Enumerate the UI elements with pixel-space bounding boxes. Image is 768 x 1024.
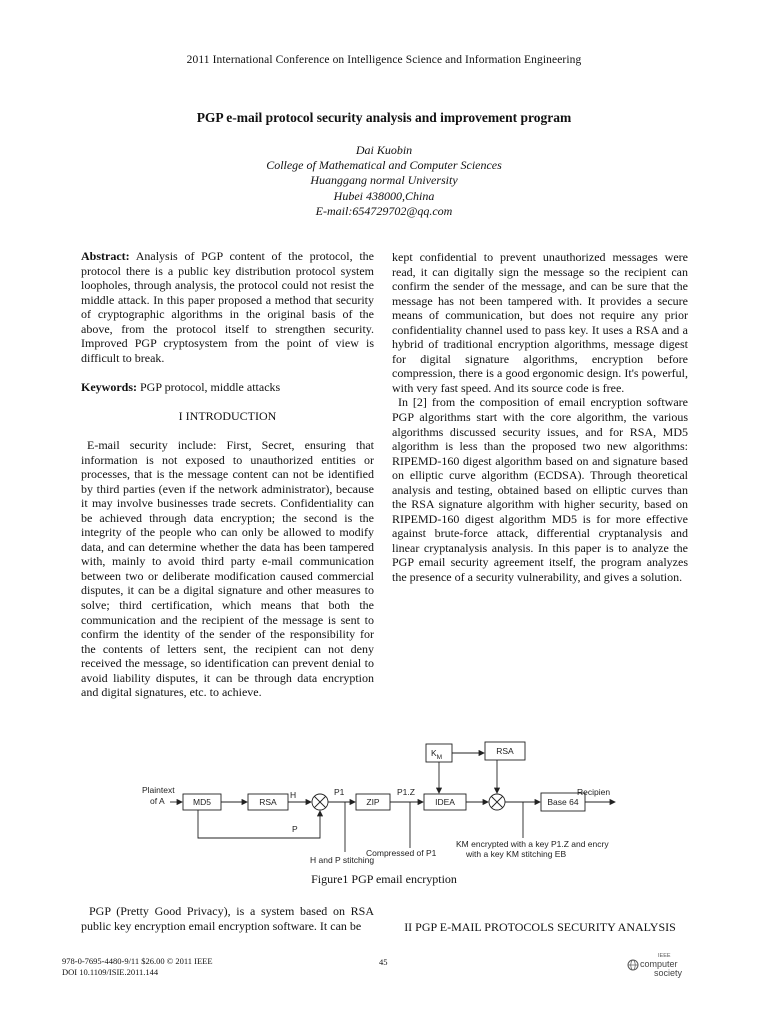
section-heading-intro: I INTRODUCTION [178,408,277,423]
diagram-label-plaintext: Plaintext [142,785,175,795]
conference-header: 2011 International Conference on Intelligence Science and Information Engineering [186,54,582,66]
author-city: Hubei 438000,China [333,188,435,203]
diagram-box-zip: ZIP [366,797,380,807]
keywords-label: Keywords: [81,379,137,394]
logo-globe-icon [626,950,696,980]
abstract [81,249,374,365]
author-name: Dai Kuobin [355,143,413,157]
footer-doi: DOI 10.1109/ISIE.2011.144 [62,967,159,977]
diagram-label-h: H [290,790,297,800]
intro-paragraph: E-mail security include: First, Secret, ensuring that information is not exposed to unauthorized entities or processes, that is the message content can not be identified by third parties (even if the network administrator), because it may involve businesses trade secrets. Confidentiality can be achieved through data encryption; the second is the integrity of the people who can only be allowed to modify data, and can determine whether the data has been tampered with, mainly to avoid third party e-mail communication between two or deliberate modification caused commercial disputes, it can be a digital signature and other measures to solve; third certification, which means that both the communication and the recipient of the message is sent to confirm the identity of the sender of the responsibility for the contents of letters sent, the recipient can not deny received the message, so identification can prevent denial to avoid liability disputes, it can be through data encryption and digital signatures, etc. to achieve. [81,437,374,700]
left-column [81,249,374,700]
author-affiliation: College of Mathematical and Computer Sciences [266,158,502,173]
page-number: 45 [379,957,388,967]
diagram-label-h-and-p: H and P stitching [310,855,375,865]
pgp-paragraph: PGP (Pretty Good Privacy), is a system based on RSA public key encryption email encryption software. It can be [81,904,374,933]
figure-caption: Figure1 PGP email encryption [311,872,457,886]
logo-ieee-text: IEEE [658,953,671,959]
diagram-box-rsa: RSA [259,797,277,807]
logo-computer-text: computer [640,959,678,969]
ieee-computer-society-logo [626,950,696,980]
diagram-box-idea: IDEA [435,797,455,807]
diagram-label-of-a: of A [150,796,165,806]
diagram-box-rsa-top: RSA [496,746,514,756]
diagram-label-recipient: Recipien [577,787,611,797]
abstract-text: Analysis of PGP content of the protocol, the protocol there is a public key distribution protocol system loopholes, through analysis, the protocol could not resist the middle attack. In this paper proposed a method that security of cryptographic algorithms in the original basis of the above, from the protocol itself to strengthen security. Improved PGP cryptosystem from the point of view is difficult to break. [81,249,374,365]
intro-right-paragraph-2: In [2] from the composition of email encryption software PGP algorithms start with the core algorithm, the various algorithms discussed security issues, and for RSA, MD5 algorithm is less than the proposed two new algorithms: RIPEMD-160 digest algorithm based on and signature based on elliptic curve algorithm (ECDSA). Through theoretical analysis and testing, obtained based on elliptic curves than the RSA signature algorithm with higher security, based on RIPEMD-160 digest algorithm MD5 is for more effective against brute-force attack, differential cryptanalysis and linear cryptanalysis analysis. In this paper is to analyze the PGP email security agreement itself, the program analyzes the presence of a security vulnerability, and gives a solution. [392,395,688,585]
diagram-label-km-encrypted-2: with a key KM stitching EB [466,849,567,859]
pgp-encryption-diagram [140,735,620,867]
diagram-label-km-encrypted-1: KM encrypted with a key P1.Z and encry [456,839,609,849]
diagram-km-sub: M [436,754,443,761]
abstract-label: Abstract: [81,249,130,263]
diagram-box-base64: Base 64 [547,797,579,807]
diagram-box-md5: MD5 [193,797,211,807]
paper-title: PGP e-mail protocol security analysis and improvement program [196,110,572,125]
footer-isbn: 978-0-7695-4480-9/11 $26.00 © 2011 IEEE [62,956,213,966]
keywords-text: PGP protocol, middle attacks [137,379,281,394]
right-column [392,250,688,585]
author-university: Huanggang normal University [310,173,458,188]
keywords [81,380,374,395]
author-block [0,143,768,219]
author-email: E-mail:654729702@qq.com [315,203,453,218]
diagram-km-k: K [431,748,437,758]
diagram-label-compressed: Compressed of P1 [366,848,437,858]
diagram-label-p1z: P1.Z [397,787,415,797]
footer-left [62,956,213,978]
diagram-label-p1: P1 [334,787,345,797]
intro-right-paragraph-1: kept confidential to prevent unauthorized messages were read, it can digitally sign the message so the recipient can confirm the sender of the message, and can be sure that the message has not been tampered with. It provides a secure means of communication, but does not require any prior confidentiality channel used to pass key. It uses a RSA and a hybrid of traditional encryption algorithms, message digest for digital signature algorithms, encryption before compression, there is a good ergonomic design. It's powerful, with very fast speed. And its source code is free. [392,250,688,395]
section-heading-2: II PGP E-MAIL PROTOCOLS SECURITY ANALYSIS [404,920,676,934]
diagram-label-p: P [292,824,298,834]
logo-society-text: society [654,968,683,978]
